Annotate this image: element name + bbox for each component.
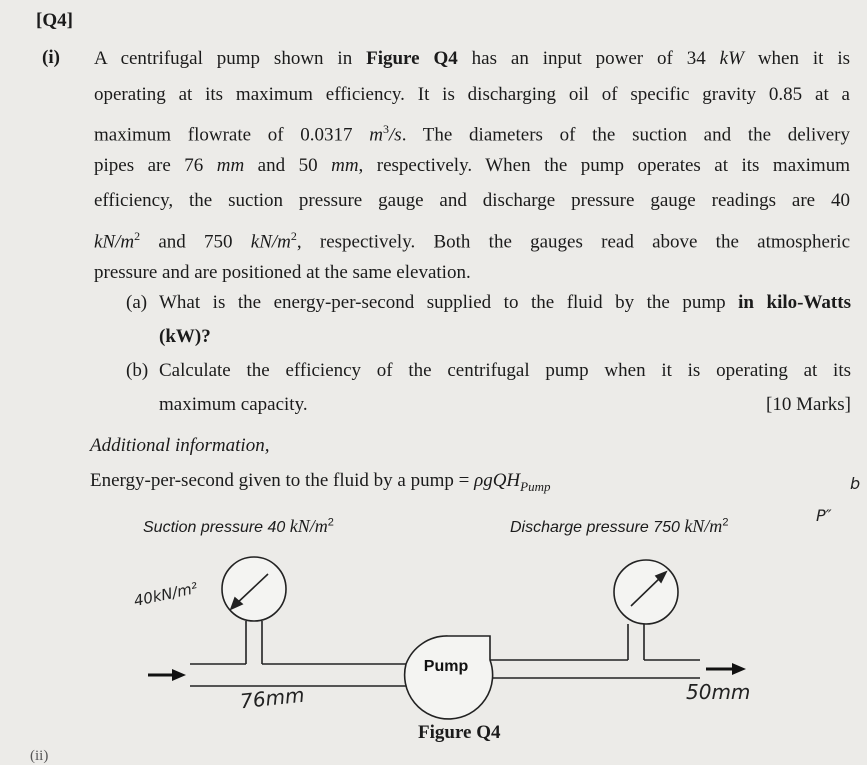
suction-pressure-label: Suction pressure 40 $kN/m^2$ — [143, 516, 334, 536]
paragraph-line: pressure and are positioned at the same elevation. — [94, 261, 471, 283]
energy-formula-line — [90, 470, 551, 495]
sub-a-text: What is the energy-per-second supplied to the fluid by the pump — [159, 292, 739, 313]
pump-label: Pump — [423, 658, 469, 675]
sub-question-b — [126, 354, 851, 388]
question-paragraph — [94, 41, 850, 290]
energy-formula: ρgQH — [474, 470, 521, 491]
additional-info-title: Additional information, — [90, 435, 270, 456]
paragraph-line: operating at its maximum efficiency. It is discharging oil of specific gravity 0.85 at a — [94, 83, 850, 105]
paragraph-line: $kN/m^2$ and 750 $kN/m^2$, respectively. Both the gauges read above the atmospheric — [94, 228, 851, 253]
sub-questions — [126, 286, 851, 422]
energy-subscript: Pump — [520, 478, 551, 494]
figure-caption: Figure Q4 — [418, 722, 501, 743]
energy-text: Energy-per-second given to the fluid by a pump = — [90, 470, 475, 491]
sub-b-text: Calculate the efficiency of the centrifugal pump when it is operating at its — [159, 360, 851, 381]
sub-a-label: (a) — [126, 292, 148, 313]
suction-gauge — [222, 557, 286, 621]
next-part-fragment: (ii) — [30, 748, 49, 764]
handwritten-suction-diameter: 76mm — [238, 682, 306, 714]
inlet-arrowhead — [172, 669, 186, 681]
sub-b-text-2: maximum capacity. — [159, 394, 308, 415]
sub-question-a — [126, 286, 851, 320]
handwritten-margin-note: P″ — [816, 506, 832, 525]
handwritten-delivery-diameter: 50mm — [686, 680, 751, 704]
sub-b-label: (b) — [126, 360, 149, 381]
discharge-pressure-label: Discharge pressure 750 $kN/m^2$ — [510, 516, 729, 536]
part-label: (i) — [42, 47, 60, 68]
marks-label: [10 Marks] — [766, 394, 851, 415]
paragraph-line: efficiency, the suction pressure gauge and discharge pressure gauge readings are 40 — [94, 190, 850, 212]
question-number: [Q4] — [36, 10, 73, 31]
outlet-arrowhead — [732, 663, 746, 675]
paragraph-line: maximum flowrate of 0.0317 $m^3/s$. The diameters of the suction and the delivery — [94, 122, 850, 146]
paragraph-line: A centrifugal pump shown in Figure Q4 has an input power of 34 kW when it is — [94, 48, 850, 69]
pump-casing — [405, 636, 493, 719]
paragraph-line: pipes are 76 mm and 50 mm, respectively. When the pump operates at its maximum — [94, 154, 850, 176]
sub-a-unit: (kW)? — [159, 326, 211, 347]
handwritten-margin-mark: b — [850, 474, 861, 493]
sub-a-bold: in kilo-Watts — [738, 292, 851, 313]
handwritten-gauge-note: 40kN/m² — [132, 578, 200, 610]
